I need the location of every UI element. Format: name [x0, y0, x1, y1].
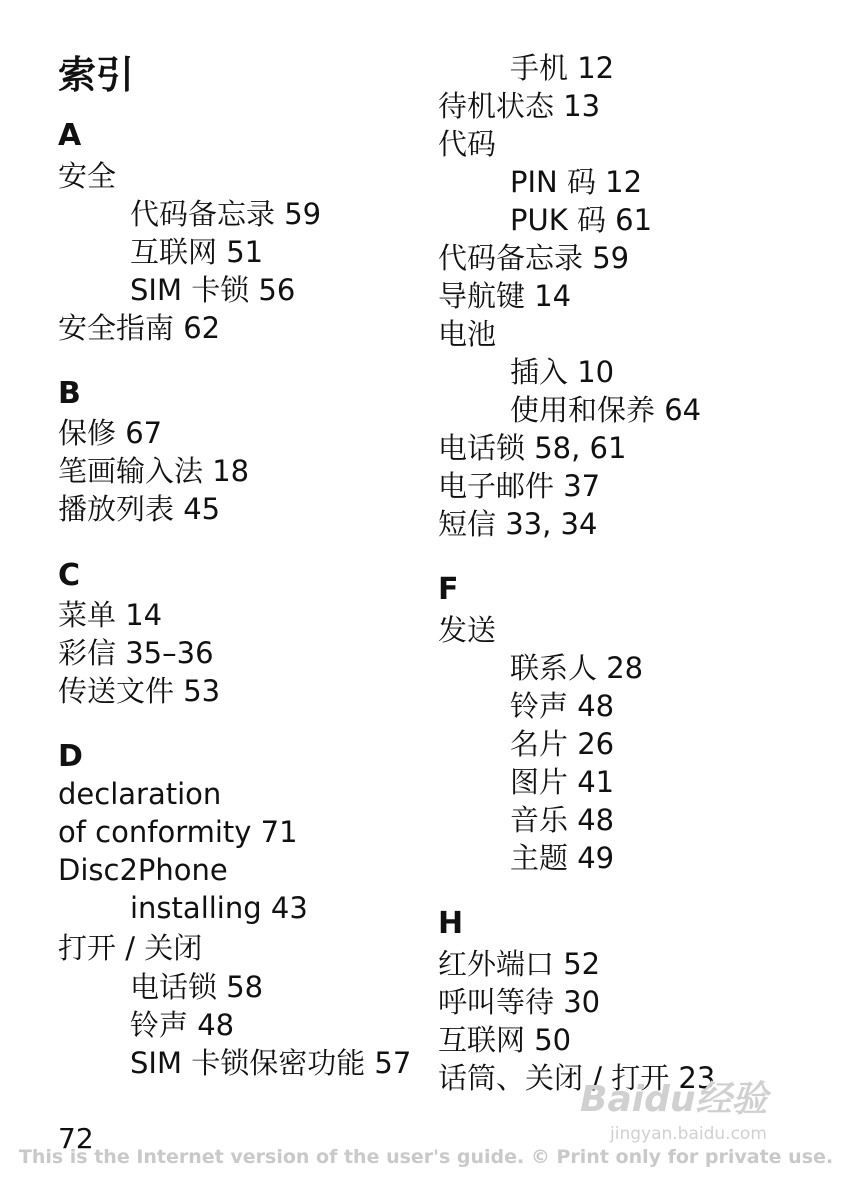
- index-subentry: 图片 41: [510, 765, 615, 799]
- index-entry: 保修 67: [58, 416, 163, 450]
- index-letter-h: H: [438, 906, 464, 941]
- index-entry: 传送文件 53: [58, 674, 221, 708]
- index-subentry: 联系人 28: [510, 651, 644, 685]
- index-entry: 导航键 14: [438, 279, 572, 313]
- footer-notice: This is the Internet version of the user's guide. © Print only for private use.: [18, 1146, 834, 1168]
- index-entry: of conformity 71: [58, 815, 298, 849]
- index-subentry: PIN 码 12: [510, 165, 643, 199]
- index-entry: 菜单 14: [58, 598, 163, 632]
- index-entry: 发送: [438, 613, 497, 647]
- index-entry: 安全: [58, 159, 117, 193]
- index-subentry: 代码备忘录 59: [130, 197, 322, 231]
- index-subentry: 音乐 48: [510, 803, 615, 837]
- index-entry: 代码备忘录 59: [438, 241, 630, 275]
- index-letter-f: F: [438, 572, 459, 607]
- index-entry: 代码: [438, 127, 497, 161]
- index-subentry: 主题 49: [510, 841, 615, 875]
- index-entry: 话筒、关闭 / 打开 23: [438, 1061, 716, 1095]
- index-entry: 短信 33, 34: [438, 507, 598, 541]
- watermark-url: jingyan.baidu.com: [610, 1124, 767, 1144]
- index-letter-b: B: [58, 376, 81, 411]
- page-title: 索引: [58, 53, 135, 97]
- index-subentry: 互联网 51: [130, 235, 264, 269]
- index-letter-a: A: [58, 118, 82, 153]
- index-entry: 电池: [438, 317, 497, 351]
- index-entry: Disc2Phone: [58, 853, 228, 887]
- index-subentry: 铃声 48: [130, 1008, 235, 1042]
- page-number: 72: [58, 1122, 94, 1155]
- index-subentry: 插入 10: [510, 355, 615, 389]
- index-subentry: 名片 26: [510, 727, 615, 761]
- index-subentry: installing 43: [130, 891, 308, 925]
- index-letter-c: C: [58, 558, 81, 593]
- index-subentry: PUK 码 61: [510, 203, 653, 237]
- index-subentry: 使用和保养 64: [510, 393, 702, 427]
- index-subentry: SIM 卡锁 56: [130, 273, 296, 307]
- index-letter-d: D: [58, 739, 83, 774]
- index-entry: 打开 / 关闭: [58, 931, 203, 965]
- index-entry: 电子邮件 37: [438, 469, 601, 503]
- index-entry: 待机状态 13: [438, 89, 601, 123]
- index-subentry: SIM 卡锁保密功能 57: [130, 1046, 412, 1080]
- index-entry: 安全指南 62: [58, 311, 221, 345]
- index-entry: 呼叫等待 30: [438, 985, 601, 1019]
- index-entry: 播放列表 45: [58, 492, 221, 526]
- index-entry: 笔画输入法 18: [58, 454, 250, 488]
- index-subentry: 铃声 48: [510, 689, 615, 723]
- watermark-brand: Baidu经验: [580, 1079, 768, 1120]
- index-entry: 电话锁 58, 61: [438, 431, 627, 465]
- index-entry: 红外端口 52: [438, 947, 601, 981]
- index-entry: 彩信 35–36: [58, 636, 214, 670]
- index-entry: declaration: [58, 777, 222, 811]
- index-subentry: 手机 12: [510, 51, 615, 85]
- index-subentry: 电话锁 58: [130, 970, 264, 1004]
- index-entry: 互联网 50: [438, 1023, 572, 1057]
- baidu-watermark: [580, 1080, 810, 1152]
